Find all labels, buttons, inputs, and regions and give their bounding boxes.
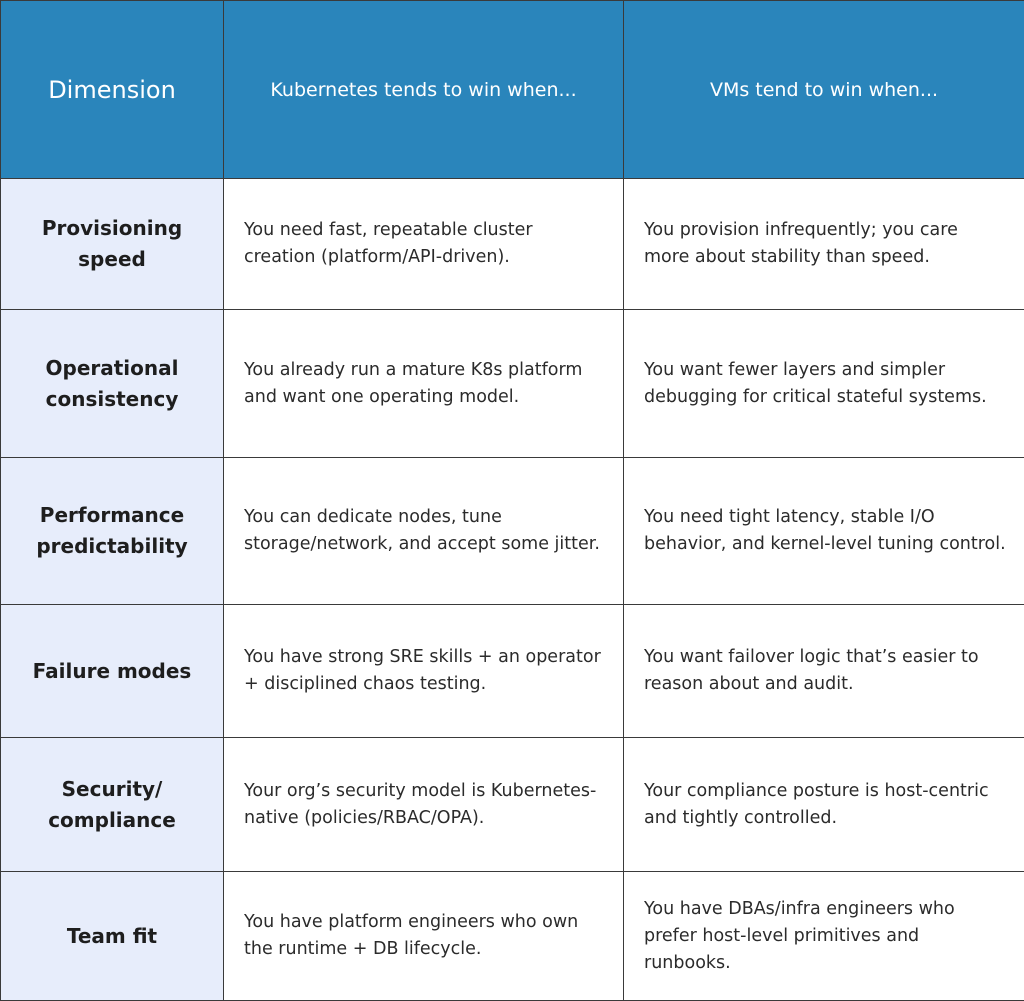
row-vms: You need tight latency, stable I/O behavior, and kernel-level tuning control. [624, 458, 1024, 605]
row-vms: You want fewer layers and simpler debugging for critical stateful systems. [624, 310, 1024, 458]
header-kubernetes: Kubernetes tends to win when... [224, 1, 624, 179]
row-vms: You want failover logic that’s easier to reason about and audit. [624, 605, 1024, 738]
row-kubernetes: Your org’s security model is Kubernetes-native (policies/RBAC/OPA). [224, 738, 624, 872]
row-kubernetes: You have strong SRE skills + an operator + disciplined chaos testing. [224, 605, 624, 738]
table-row [1, 458, 1024, 605]
row-dimension: Team fit [1, 872, 224, 1001]
row-kubernetes: You need fast, repeatable cluster creation (platform/API-driven). [224, 179, 624, 310]
header-dimension: Dimension [1, 1, 224, 179]
row-kubernetes: You already run a mature K8s platform and want one operating model. [224, 310, 624, 458]
row-vms: Your compliance posture is host-centric and tightly controlled. [624, 738, 1024, 872]
table-row [1, 738, 1024, 872]
table-row [1, 179, 1024, 310]
row-dimension: Operational consistency [1, 310, 224, 458]
row-vms: You have DBAs/infra engineers who prefer host-level primitives and runbooks. [624, 872, 1024, 1001]
row-dimension: Performance predictability [1, 458, 224, 605]
table-row [1, 872, 1024, 1001]
row-dimension: Provisioning speed [1, 179, 224, 310]
row-dimension: Failure modes [1, 605, 224, 738]
header-vms: VMs tend to win when... [624, 1, 1024, 179]
row-kubernetes: You can dedicate nodes, tune storage/network, and accept some jitter. [224, 458, 624, 605]
header-row [1, 1, 1024, 179]
table-row [1, 605, 1024, 738]
table-row [1, 310, 1024, 458]
row-dimension: Security/ compliance [1, 738, 224, 872]
row-kubernetes: You have platform engineers who own the runtime + DB lifecycle. [224, 872, 624, 1001]
row-vms: You provision infrequently; you care more about stability than speed. [624, 179, 1024, 310]
